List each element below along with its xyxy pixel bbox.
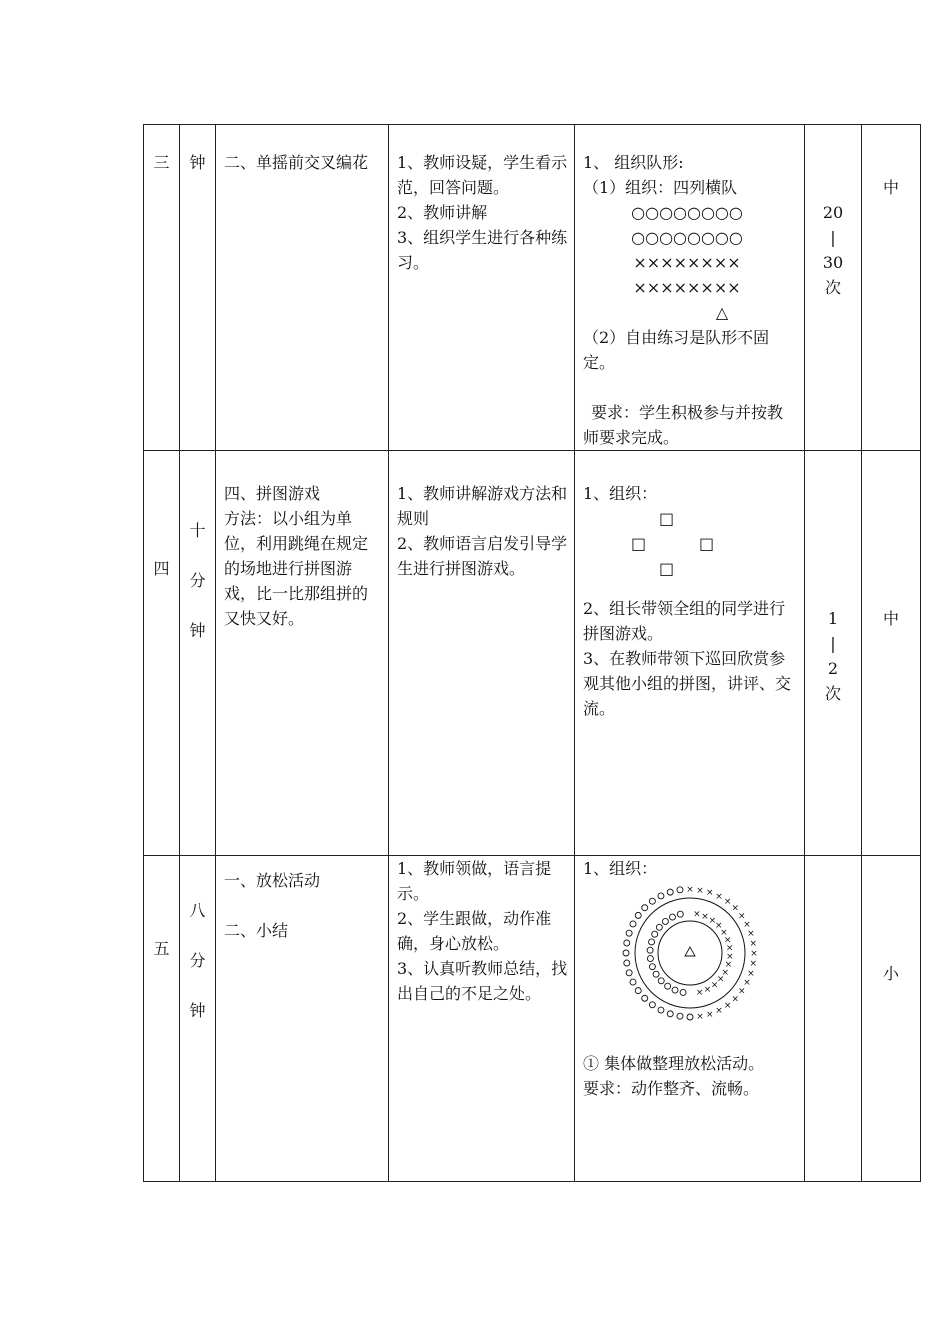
section-label: 三 <box>153 153 170 172</box>
org-heading: 1、组织： <box>583 484 658 503</box>
intensity-cell <box>862 125 921 451</box>
time-label: 八 <box>189 901 206 920</box>
student-cross-mark: × <box>708 915 717 926</box>
student-cross-mark: × <box>701 911 709 922</box>
student-cross-mark: × <box>710 980 719 991</box>
student-cross-mark: × <box>747 929 755 940</box>
student-circle-mark <box>642 995 648 1001</box>
count-separator: | <box>830 634 836 653</box>
teacher-step: 2、教师语言启发引导学生进行拼图游戏。 <box>397 534 568 578</box>
student-circle-mark <box>649 939 655 945</box>
count-value: 30 <box>822 253 844 272</box>
count-value: 2 <box>827 659 839 678</box>
content-cell <box>216 856 389 1182</box>
time-cell <box>180 451 216 856</box>
org-heading: 1、组织： <box>583 859 658 878</box>
student-cross-mark: × <box>747 968 755 979</box>
time-label: 钟 <box>189 153 206 172</box>
student-circle-mark <box>667 1011 673 1017</box>
student-cross-mark: × <box>731 994 740 1005</box>
org-sub: （1）组织：四列横队 <box>583 178 738 197</box>
org-requirement: 要求：动作整齐、流畅。 <box>583 1079 760 1098</box>
student-cross-mark: × <box>716 974 725 985</box>
teacher-step: 2、学生跟做，动作准确，身心放松。 <box>397 909 552 953</box>
count-unit: 次 <box>824 684 841 703</box>
teacher-step: 1、教师讲解游戏方法和规则 <box>397 484 568 528</box>
time-label: 钟 <box>189 1001 206 1020</box>
section-label: 四 <box>153 559 170 578</box>
content-title: 二、单摇前交叉编花 <box>224 153 369 172</box>
student-cross-mark: × <box>723 1000 732 1011</box>
formation-diagram <box>583 200 767 325</box>
teacher-triangle-icon <box>685 947 695 956</box>
student-circle-mark <box>649 1002 655 1008</box>
formation-row-circles: ○○○○○○○○ <box>631 203 743 222</box>
student-cross-mark: × <box>750 949 758 959</box>
student-cross-mark: × <box>738 911 746 922</box>
time-cell <box>180 125 216 451</box>
student-cross-mark: × <box>720 927 728 938</box>
student-circle-mark <box>680 989 686 995</box>
section-cell <box>144 856 180 1182</box>
content-title: 二、小结 <box>224 921 289 940</box>
student-circle-mark <box>656 924 662 930</box>
group-squares-diagram <box>583 506 798 581</box>
student-cross-mark: × <box>749 938 757 949</box>
count-cell <box>805 451 862 856</box>
intensity-value: 中 <box>882 609 899 628</box>
student-circle-mark <box>630 979 636 985</box>
student-circle-mark <box>626 930 632 936</box>
count-unit: 次 <box>824 278 841 297</box>
formation-row-crosses: ×××××××× <box>633 253 741 272</box>
organization-cell <box>575 856 805 1182</box>
organization-cell <box>575 125 805 451</box>
time-label: 十 <box>189 521 206 540</box>
content-cell <box>216 125 389 451</box>
teacher-step: 1、教师领做，语言提示。 <box>397 859 552 903</box>
student-circle-mark <box>669 914 675 920</box>
teacher-cell <box>389 856 575 1182</box>
org-heading: 1、 组织队形: <box>583 153 684 172</box>
intensity-cell <box>862 451 921 856</box>
student-circle-mark <box>677 1013 683 1019</box>
student-cross-mark: × <box>703 984 712 995</box>
organization-cell <box>575 451 805 856</box>
student-cross-mark: × <box>724 960 733 971</box>
student-circle-mark <box>658 893 664 899</box>
intensity-cell <box>862 856 921 1182</box>
student-cross-mark: × <box>715 1006 723 1017</box>
student-cross-mark: × <box>743 919 751 930</box>
table-row <box>144 856 921 1182</box>
org-requirement: 要求：学生积极参与并按教师要求完成。 <box>583 403 784 447</box>
student-cross-mark: × <box>695 987 704 998</box>
student-cross-mark: × <box>723 935 732 946</box>
count-separator: | <box>830 228 836 247</box>
student-cross-mark: × <box>693 909 701 920</box>
time-label: 分 <box>189 571 206 590</box>
student-circle-mark <box>665 983 671 989</box>
student-circle-mark <box>658 1007 664 1013</box>
formation-row-circles: ○○○○○○○○ <box>631 228 743 247</box>
student-cross-mark: × <box>706 1009 714 1020</box>
section-cell <box>144 125 180 451</box>
student-cross-mark: × <box>725 943 734 954</box>
student-circle-mark <box>672 987 678 993</box>
formation-row-crosses: ×××××××× <box>633 278 741 297</box>
student-cross-mark: × <box>738 986 746 997</box>
content-description: 方法：以小组为单位，利用跳绳在规定的场地进行拼图游戏，比一比那组拼的又快又好。 <box>224 509 369 628</box>
table-row <box>144 451 921 856</box>
student-circle-mark <box>647 947 653 953</box>
org-note: 3、在教师带领下巡回欣赏参观其他小组的拼图，讲评、交流。 <box>583 649 792 718</box>
time-label: 钟 <box>189 621 206 640</box>
teacher-step: 1、教师设疑，学生看示范，回答问题。 <box>397 153 568 197</box>
content-cell <box>216 451 389 856</box>
table-row <box>144 125 921 451</box>
circle-formation-diagram <box>583 881 797 1031</box>
student-cross-mark: × <box>749 959 757 970</box>
student-cross-mark: × <box>726 951 734 962</box>
count-cell <box>805 125 862 451</box>
count-value: 1 <box>827 609 839 628</box>
intensity-value: 中 <box>882 178 899 197</box>
org-note: 2、组长带领全组的同学进行拼图游戏。 <box>583 599 786 643</box>
student-circle-mark <box>623 950 629 956</box>
student-circle-mark <box>642 905 648 911</box>
student-circle-mark <box>652 931 658 937</box>
student-circle-mark <box>630 921 636 927</box>
student-cross-mark: × <box>731 903 740 914</box>
teacher-cell <box>389 451 575 856</box>
student-cross-mark: × <box>743 978 751 989</box>
student-circle-mark <box>658 978 664 984</box>
time-cell <box>180 856 216 1182</box>
student-circle-mark <box>662 918 668 924</box>
student-cross-mark: × <box>723 897 732 908</box>
group-square-icon: □ <box>631 534 647 553</box>
student-circle-mark <box>667 889 673 895</box>
student-cross-mark: × <box>696 885 704 896</box>
student-circle-mark <box>677 911 683 917</box>
org-note: ① 集体做整理放松活动。 <box>583 1054 765 1073</box>
intensity-value: 小 <box>882 964 899 983</box>
student-cross-mark: × <box>706 888 714 899</box>
student-cross-mark: × <box>715 891 723 902</box>
section-cell <box>144 451 180 856</box>
student-cross-mark: × <box>715 921 723 932</box>
student-circle-mark <box>687 1014 693 1020</box>
student-circle-mark <box>653 971 659 977</box>
student-circle-mark <box>635 988 641 994</box>
teacher-step: 3、认真听教师总结，找出自己的不足之处。 <box>397 959 568 1003</box>
org-note: （2）自由练习是队形不固定。 <box>583 328 770 372</box>
student-circle-mark <box>649 898 655 904</box>
section-label: 五 <box>153 939 170 958</box>
teacher-step: 2、教师讲解 <box>397 203 488 222</box>
group-square-icon: □ <box>699 534 715 553</box>
student-circle-mark <box>647 956 653 962</box>
student-cross-mark: × <box>686 885 694 895</box>
student-circle-mark <box>635 912 641 918</box>
student-cross-mark: × <box>721 967 730 978</box>
student-circle-mark <box>649 964 655 970</box>
time-label: 分 <box>189 951 206 970</box>
student-cross-mark: × <box>696 1012 704 1023</box>
content-title: 四、拼图游戏 <box>224 484 321 503</box>
group-square-icon: □ <box>659 559 675 578</box>
teacher-step: 3、组织学生进行各种练习。 <box>397 228 568 272</box>
teacher-cell <box>389 125 575 451</box>
count-value: 20 <box>822 203 844 222</box>
group-square-icon: □ <box>659 509 675 528</box>
teacher-triangle-icon: △ <box>715 303 729 322</box>
student-circle-mark <box>677 887 683 893</box>
content-title: 一、放松活动 <box>224 871 321 890</box>
inner-ring <box>658 921 722 985</box>
lesson-plan-table <box>143 124 921 1182</box>
student-circle-mark <box>626 970 632 976</box>
student-circle-mark <box>624 940 630 946</box>
student-circle-mark <box>624 960 630 966</box>
count-cell <box>805 856 862 1182</box>
